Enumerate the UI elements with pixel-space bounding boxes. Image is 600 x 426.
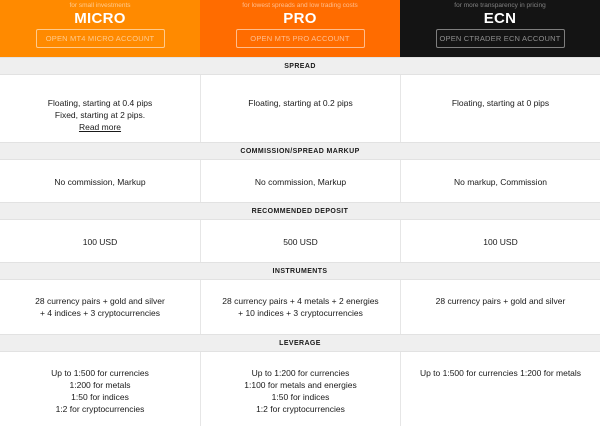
commission-ecn-cell bbox=[400, 160, 600, 202]
open-pro-account-button[interactable]: OPEN MT5 PRO ACCOUNT bbox=[236, 29, 365, 48]
cell-text: 1:2 for cryptocurrencies bbox=[55, 404, 145, 414]
plan-name: MICRO bbox=[74, 10, 126, 27]
deposit-ecn-cell bbox=[400, 220, 600, 262]
section-header-commission: COMMISSION/SPREAD MARKUP bbox=[0, 142, 600, 160]
instruments-ecn-cell bbox=[400, 280, 600, 334]
cell-text: 1:200 for metals bbox=[69, 380, 131, 390]
instruments-micro-cell bbox=[0, 280, 200, 334]
read-more-link[interactable]: Read more bbox=[78, 122, 122, 132]
spread-micro-cell bbox=[0, 75, 200, 142]
cell-text: Up to 1:200 for currencies bbox=[251, 368, 350, 378]
commission-row bbox=[0, 160, 600, 202]
cell-text: Up to 1:500 for currencies 1:200 for metals bbox=[419, 368, 582, 378]
section-header-instruments: INSTRUMENTS bbox=[0, 262, 600, 280]
plan-ecn-column bbox=[400, 0, 600, 57]
section-header-leverage: LEVERAGE bbox=[0, 334, 600, 352]
open-micro-account-button[interactable]: OPEN MT4 MICRO ACCOUNT bbox=[36, 29, 165, 48]
cell-text: 28 currency pairs + gold and silver bbox=[35, 296, 165, 306]
leverage-micro-cell bbox=[0, 352, 200, 426]
plans-header bbox=[0, 0, 600, 57]
leverage-row bbox=[0, 352, 600, 426]
open-ecn-account-button[interactable]: OPEN CTRADER ECN ACCOUNT bbox=[436, 29, 565, 48]
cell-text: No commission, Markup bbox=[254, 177, 347, 187]
cell-text: No commission, Markup bbox=[54, 177, 146, 187]
cell-text: 28 currency pairs + gold and silver bbox=[435, 296, 566, 306]
cell-text: Floating, starting at 0.2 pips bbox=[248, 98, 353, 108]
section-header-spread: SPREAD bbox=[0, 57, 600, 75]
plan-name: ECN bbox=[483, 10, 517, 27]
commission-pro-cell bbox=[200, 160, 400, 202]
spread-row bbox=[0, 75, 600, 142]
cell-text: 1:50 for indices bbox=[271, 392, 330, 402]
deposit-micro-cell bbox=[0, 220, 200, 262]
leverage-pro-cell bbox=[200, 352, 400, 426]
instruments-pro-cell bbox=[200, 280, 400, 334]
spread-pro-cell bbox=[200, 75, 400, 142]
cell-text: 100 USD bbox=[483, 237, 518, 247]
plan-name: PRO bbox=[283, 10, 317, 27]
plan-tagline: for more transparency in pricing bbox=[454, 2, 546, 9]
deposit-row bbox=[0, 220, 600, 262]
cell-text: + 10 indices + 3 cryptocurrencies bbox=[238, 308, 363, 318]
plan-tagline: for lowest spreads and low trading costs bbox=[242, 2, 358, 9]
instruments-row bbox=[0, 280, 600, 334]
cell-text: 100 USD bbox=[82, 237, 118, 247]
cell-text: Fixed, starting at 2 pips. bbox=[54, 110, 146, 120]
cell-text: 1:2 for cryptocurrencies bbox=[256, 404, 345, 414]
plan-micro-column bbox=[0, 0, 200, 57]
leverage-ecn-cell bbox=[400, 352, 600, 426]
cell-text: No markup, Commission bbox=[453, 177, 548, 187]
cell-text: 1:50 for indices bbox=[71, 392, 129, 402]
plan-tagline: for small investments bbox=[69, 2, 131, 9]
cell-text: 1:100 for metals and energies bbox=[244, 380, 357, 390]
commission-micro-cell bbox=[0, 160, 200, 202]
section-header-deposit: RECOMMENDED DEPOSIT bbox=[0, 202, 600, 220]
cell-text: 28 currency pairs + 4 metals + 2 energies bbox=[222, 296, 379, 306]
deposit-pro-cell bbox=[200, 220, 400, 262]
cell-text: Floating, starting at 0 pips bbox=[451, 98, 550, 108]
spread-ecn-cell bbox=[400, 75, 600, 142]
cell-text: Up to 1:500 for currencies bbox=[51, 368, 149, 378]
cell-text: Floating, starting at 0.4 pips bbox=[47, 98, 153, 108]
cell-text: + 4 indices + 3 cryptocurrencies bbox=[39, 308, 160, 318]
cell-text: 500 USD bbox=[283, 237, 318, 247]
plan-pro-column bbox=[200, 0, 400, 57]
